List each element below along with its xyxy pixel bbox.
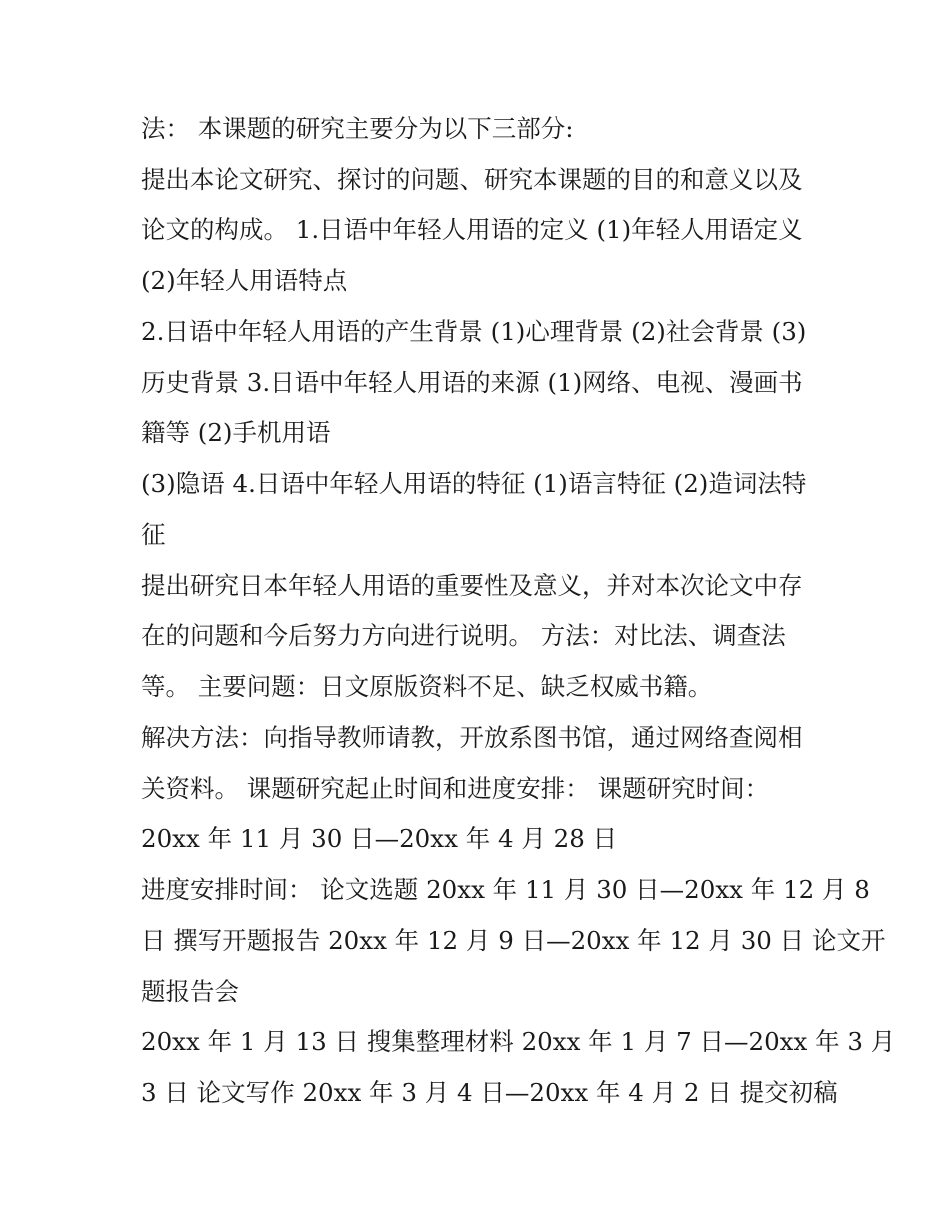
- text-line: 提出本论文研究、探讨的问题、研究本课题的目的和意义以及: [141, 165, 803, 194]
- text-line: 解决方法：向指导教师请教，开放系图书馆，通过网络查阅相: [141, 723, 803, 752]
- text-line: 进度安排时间： 论文选题 20xx 年 11 月 30 日—20xx 年 12 月 8: [141, 875, 870, 904]
- text-line: 20xx 年 11 月 30 日—20xx 年 4 月 28 日: [141, 824, 618, 853]
- text-line: 征: [141, 520, 166, 549]
- text-line: 20xx 年 1 月 13 日 搜集整理材料 20xx 年 1 月 7 日—20xx 年 3 月: [141, 1027, 896, 1056]
- text-line: 籍等 (2)手机用语: [141, 418, 331, 447]
- text-line: 关资料。 课题研究起止时间和进度安排： 课题研究时间：: [141, 774, 770, 803]
- text-line: 论文的构成。 1.日语中年轻人用语的定义 (1)年轻人用语定义: [141, 215, 803, 244]
- text-line: 题报告会: [141, 977, 239, 1006]
- text-line: 法： 本课题的研究主要分为以下三部分:: [141, 114, 574, 143]
- text-line: 2.日语中年轻人用语的产生背景 (1)心理背景 (2)社会背景 (3): [141, 317, 807, 346]
- text-line: (2)年轻人用语特点: [141, 266, 348, 295]
- text-line: (3)隐语 4.日语中年轻人用语的特征 (1)语言特征 (2)造词法特: [141, 469, 807, 498]
- text-line: 历史背景 3.日语中年轻人用语的来源 (1)网络、电视、漫画书: [141, 368, 803, 397]
- text-line: 提出研究日本年轻人用语的重要性及意义，并对本次论文中存: [141, 571, 803, 600]
- text-line: 日 撰写开题报告 20xx 年 12 月 9 日—20xx 年 12 月 30 日 论文开: [141, 926, 886, 955]
- text-line: 3 日 论文写作 20xx 年 3 月 4 日—20xx 年 4 月 2 日 提交初稿: [141, 1078, 838, 1107]
- text-line: 等。 主要问题：日文原版资料不足、缺乏权威书籍。: [141, 672, 713, 701]
- text-line: 在的问题和今后努力方向进行说明。 方法：对比法、调查法: [141, 621, 786, 650]
